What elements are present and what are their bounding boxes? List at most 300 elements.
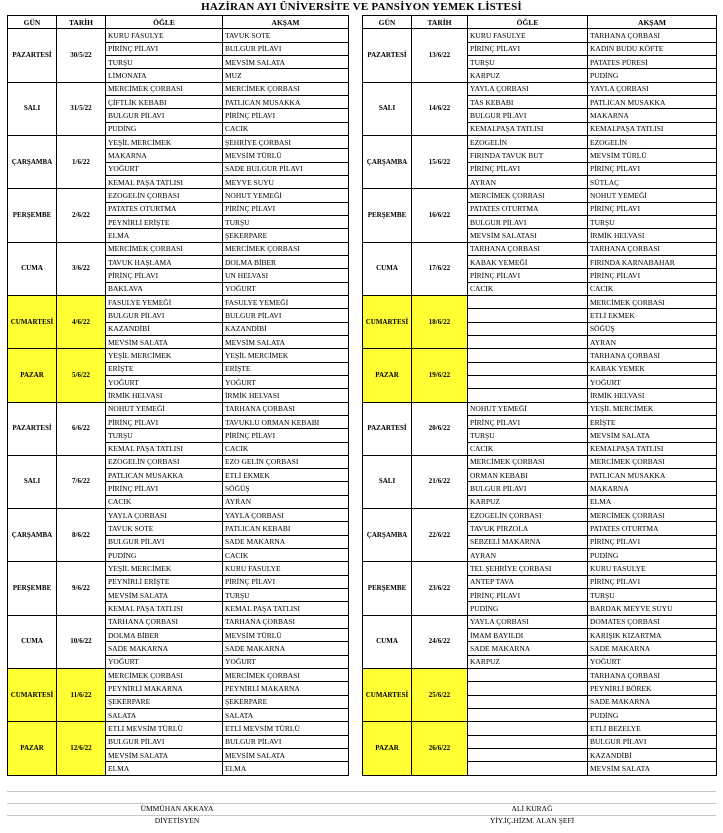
dinner-item: SÖĞÜŞ — [588, 322, 717, 335]
dinner-item: BULGUR PİLAVI — [223, 42, 349, 55]
lunch-item: TURŞU — [468, 429, 588, 442]
header-day: GÜN — [8, 16, 57, 29]
lunch-item: KARPUZ — [468, 495, 588, 508]
lunch-item: CACIK — [468, 442, 588, 455]
lunch-item: AYRAN — [468, 549, 588, 562]
date-cell: 5/6/22 — [57, 349, 106, 402]
dinner-item: TARHANA ÇORBASI — [588, 349, 717, 362]
lunch-item: YAYLA ÇORBASI — [468, 82, 588, 95]
date-cell: 30/5/22 — [57, 29, 106, 82]
lunch-item: ETLİ MEVSİM TÜRLÜ — [106, 722, 223, 735]
day-name: PERŞEMBE — [363, 562, 412, 615]
menu-row — [8, 615, 349, 628]
dinner-item: YOĞURT — [223, 282, 349, 295]
menu-row — [8, 669, 349, 682]
date-cell: 1/6/22 — [57, 135, 106, 188]
day-name: PAZARTESİ — [363, 402, 412, 455]
lunch-item: YAYLA ÇORBASI — [468, 615, 588, 628]
day-name: CUMARTESİ — [8, 669, 57, 722]
lunch-item: MERCİMEK ÇORBASI — [106, 82, 223, 95]
lunch-item: BULGUR PİLAVI — [468, 215, 588, 228]
lunch-item: PİRİNÇ PİLAVI — [468, 269, 588, 282]
date-cell: 9/6/22 — [57, 562, 106, 615]
lunch-item — [468, 695, 588, 708]
day-name: PAZAR — [363, 722, 412, 775]
dinner-item: YOĞURT — [588, 655, 717, 668]
date-cell: 22/6/22 — [412, 509, 468, 562]
dinner-item: PATLICAN MUSAKKA — [588, 95, 717, 108]
lunch-item: MEVSİM SALATA — [106, 749, 223, 762]
dinner-item: PATLICAN MUSAKKA — [588, 469, 717, 482]
lunch-item: PEYNİRLİ MAKARNA — [106, 682, 223, 695]
date-cell: 3/6/22 — [57, 242, 106, 295]
header-lunch: ÖĞLE — [106, 16, 223, 29]
date-cell: 15/6/22 — [412, 135, 468, 188]
lunch-item: LİMONATA — [106, 69, 223, 82]
menu-row — [8, 349, 349, 362]
date-cell: 19/6/22 — [412, 349, 468, 402]
date-cell: 7/6/22 — [57, 455, 106, 508]
lunch-item: KURU FASULYE — [106, 29, 223, 42]
dinner-item: ERİŞTE — [588, 415, 717, 428]
day-name: CUMA — [363, 242, 412, 295]
dinner-item: PUDİNG — [588, 709, 717, 722]
dinner-item: YOĞURT — [223, 655, 349, 668]
day-name: PAZARTESİ — [363, 29, 412, 82]
date-cell: 23/6/22 — [412, 562, 468, 615]
lunch-item: MERCİMEK ÇORBASI — [468, 189, 588, 202]
dinner-item: SÖĞÜŞ — [223, 482, 349, 495]
dinner-item: YAYLA ÇORBASI — [223, 509, 349, 522]
lunch-item: BULGUR PİLAVI — [106, 535, 223, 548]
dinner-item: MEVSİM TÜRLÜ — [223, 629, 349, 642]
date-cell: 11/6/22 — [57, 669, 106, 722]
menu-row — [8, 455, 349, 468]
lunch-item: KABAK YEMEĞİ — [468, 255, 588, 268]
lunch-item: YOĞURT — [106, 162, 223, 175]
dinner-item: MAKARNA — [588, 109, 717, 122]
dinner-item: MEYVE SUYU — [223, 175, 349, 188]
dinner-item: İRMİK HELVASI — [223, 389, 349, 402]
dinner-item: SADE MAKARNA — [223, 535, 349, 548]
dinner-item: İRMİK HELVASI — [588, 389, 717, 402]
date-cell: 14/6/22 — [412, 82, 468, 135]
dinner-item: PATATES PÜRESİ — [588, 55, 717, 68]
dinner-item: TURŞU — [588, 589, 717, 602]
lunch-item: PEYNİRLİ ERİŞTE — [106, 215, 223, 228]
lunch-item: DOLMA BİBER — [106, 629, 223, 642]
lunch-item: YOĞURT — [106, 375, 223, 388]
dinner-item: PİRİNÇ PİLAVI — [588, 202, 717, 215]
date-cell: 16/6/22 — [412, 189, 468, 242]
day-name: PERŞEMBE — [8, 562, 57, 615]
menu-row — [363, 135, 717, 148]
lunch-item — [468, 389, 588, 402]
lunch-item: SADE MAKARNA — [468, 642, 588, 655]
lunch-item — [468, 309, 588, 322]
lunch-item: ERİŞTE — [106, 362, 223, 375]
header-dinner: AKŞAM — [223, 16, 349, 29]
lunch-item: MEVSİM SALATA — [106, 335, 223, 348]
dinner-item: CACIK — [223, 549, 349, 562]
right-days — [363, 29, 717, 775]
dinner-item: DOMATES ÇORBASI — [588, 615, 717, 628]
day-name: PAZAR — [8, 722, 57, 775]
lunch-item — [468, 749, 588, 762]
menu-row — [363, 82, 717, 95]
lunch-item — [468, 669, 588, 682]
lunch-item: YEŞİL MERCİMEK — [106, 349, 223, 362]
dinner-item: NOHUT YEMEĞİ — [588, 189, 717, 202]
date-cell: 20/6/22 — [412, 402, 468, 455]
dietitian-name: ÜMMÜHAN AKKAYA — [140, 804, 214, 813]
dinner-item: ŞEHRİYE ÇORBASI — [223, 135, 349, 148]
header-date: TARİH — [57, 16, 106, 29]
dinner-item: ELMA — [588, 495, 717, 508]
lunch-item: YOĞURT — [106, 655, 223, 668]
menu-row — [363, 29, 717, 42]
lunch-item: SEBZELİ MAKARNA — [468, 535, 588, 548]
lunch-item: KURU FASULYE — [468, 29, 588, 42]
dinner-item: ETLİ BEZELYE — [588, 722, 717, 735]
lunch-item: NOHUT YEMEĞİ — [106, 402, 223, 415]
dinner-item: KARIŞIK KIZARTMA — [588, 629, 717, 642]
dinner-item: MERCİMEK ÇORBASI — [588, 295, 717, 308]
lunch-item: BULGUR PİLAVI — [106, 109, 223, 122]
menu-row — [8, 562, 349, 575]
dinner-item: PATLICAN MUSAKKA — [223, 95, 349, 108]
lunch-item: YEŞİL MERCİMEK — [106, 135, 223, 148]
lunch-item: FIRINDA TAVUK BUT — [468, 149, 588, 162]
day-name: PERŞEMBE — [363, 189, 412, 242]
lunch-item: TAVUK SOTE — [106, 522, 223, 535]
day-name: SALI — [363, 82, 412, 135]
lunch-item: KAZANDİBİ — [106, 322, 223, 335]
lunch-item: FASULYE YEMEĞİ — [106, 295, 223, 308]
menu-row — [363, 189, 717, 202]
lunch-item: TEL ŞEHRİYE ÇORBASI — [468, 562, 588, 575]
signature-footer — [7, 791, 716, 827]
dinner-item: MEVSİM TÜRLÜ — [588, 149, 717, 162]
lunch-item: NOHUT YEMEĞİ — [468, 402, 588, 415]
dinner-item: PİRİNÇ PİLAVI — [223, 202, 349, 215]
dinner-item: PİRİNÇ PİLAVI — [223, 575, 349, 588]
dinner-item: YEŞİL MERCİMEK — [223, 349, 349, 362]
dinner-item: CACIK — [223, 442, 349, 455]
lunch-item: MEVSİM SALATASI — [468, 229, 588, 242]
header-row — [363, 16, 717, 29]
lunch-item: PUDİNG — [106, 549, 223, 562]
menu-row — [363, 295, 717, 308]
dinner-item: BULGUR PİLAVI — [223, 735, 349, 748]
lunch-item: KARPUZ — [468, 69, 588, 82]
header-day: GÜN — [363, 16, 412, 29]
dinner-item: PEYNİRLİ MAKARNA — [223, 682, 349, 695]
day-name: CUMARTESİ — [363, 669, 412, 722]
header-row — [8, 16, 349, 29]
day-name: ÇARŞAMBA — [8, 509, 57, 562]
lunch-item: BAKLAVA — [106, 282, 223, 295]
menu-row — [363, 242, 717, 255]
lunch-item: BULGUR PİLAVI — [106, 309, 223, 322]
day-name: PAZARTESİ — [8, 29, 57, 82]
dinner-item: BULGUR PİLAVI — [588, 735, 717, 748]
lunch-item: ELMA — [106, 762, 223, 775]
lunch-item: SALATA — [106, 709, 223, 722]
lunch-item: YEŞİL MERCİMEK — [106, 562, 223, 575]
dinner-item: FASULYE YEMEĞİ — [223, 295, 349, 308]
date-cell: 13/6/22 — [412, 29, 468, 82]
lunch-item: MERCİMEK ÇORBASI — [468, 455, 588, 468]
lunch-item: PATATES OTURTMA — [468, 202, 588, 215]
lunch-item: ÇİFTLİK KEBABI — [106, 95, 223, 108]
dinner-item: EZO GELİN ÇORBASI — [223, 455, 349, 468]
dinner-item: PATLICAN KEBABI — [223, 522, 349, 535]
dinner-item: MEVSİM SALATA — [223, 335, 349, 348]
lunch-item: PİRİNÇ PİLAVI — [468, 42, 588, 55]
dinner-item: KEMALPAŞA TATLISI — [588, 442, 717, 455]
dinner-item: MEVSİM SALATA — [223, 55, 349, 68]
dinner-item: MEVSİM TÜRLÜ — [223, 149, 349, 162]
header-date: TARİH — [412, 16, 468, 29]
dinner-item: ETLİ MEVSİM TÜRLÜ — [223, 722, 349, 735]
day-name: ÇARŞAMBA — [8, 135, 57, 188]
dinner-item: PİRİNÇ PİLAVI — [588, 162, 717, 175]
day-name: PAZARTESİ — [8, 402, 57, 455]
lunch-item: BULGUR PİLAVI — [468, 109, 588, 122]
dinner-item: TAVUK SOTE — [223, 29, 349, 42]
lunch-item: ŞEKERPARE — [106, 695, 223, 708]
menu-row — [363, 722, 717, 735]
lunch-item: İMAM BAYILDI — [468, 629, 588, 642]
lunch-item: TURŞU — [106, 55, 223, 68]
lunch-item — [468, 375, 588, 388]
lunch-item — [468, 722, 588, 735]
lunch-item: SADE MAKARNA — [106, 642, 223, 655]
dinner-item: BULGUR PİLAVI — [223, 309, 349, 322]
date-cell: 25/6/22 — [412, 669, 468, 722]
lunch-item: PİRİNÇ PİLAVI — [106, 415, 223, 428]
lunch-item — [468, 295, 588, 308]
dinner-item: KURU FASULYE — [588, 562, 717, 575]
dinner-item: SADE BULGUR PİLAVI — [223, 162, 349, 175]
menu-table-left — [7, 15, 349, 776]
lunch-item: EZOGELİN ÇORBASI — [106, 189, 223, 202]
lunch-item: MERCİMEK ÇORBASI — [106, 669, 223, 682]
dinner-item: KURU FASULYE — [223, 562, 349, 575]
lunch-item: PATLICAN MUSAKKA — [106, 469, 223, 482]
menu-row — [8, 509, 349, 522]
menu-row — [8, 242, 349, 255]
dinner-item: MERCİMEK ÇORBASI — [588, 509, 717, 522]
menu-row — [363, 402, 717, 415]
lunch-item: PİRİNÇ PİLAVI — [468, 589, 588, 602]
dinner-item: MERCİMEK ÇORBASI — [223, 669, 349, 682]
lunch-item: CACIK — [468, 282, 588, 295]
dinner-item: SÜTLAÇ — [588, 175, 717, 188]
date-cell: 2/6/22 — [57, 189, 106, 242]
dinner-item: TAVUKLU ORMAN KEBABI — [223, 415, 349, 428]
dinner-item: ŞEKERPARE — [223, 695, 349, 708]
dinner-item: TARHANA ÇORBASI — [588, 669, 717, 682]
day-name: ÇARŞAMBA — [363, 509, 412, 562]
lunch-item: TAVUK HAŞLAMA — [106, 255, 223, 268]
dinner-item: YAYLA ÇORBASI — [588, 82, 717, 95]
menu-row — [8, 135, 349, 148]
menu-table-right — [362, 15, 717, 776]
dinner-item: PİRİNÇ PİLAVI — [588, 269, 717, 282]
lunch-item: AYRAN — [468, 175, 588, 188]
dinner-item: MERCİMEK ÇORBASI — [588, 455, 717, 468]
dinner-item: MEVSİM SALATA — [223, 749, 349, 762]
dinner-item: PUDİNG — [588, 69, 717, 82]
lunch-item — [468, 322, 588, 335]
lunch-item: TURŞU — [468, 55, 588, 68]
lunch-item — [468, 335, 588, 348]
day-name: CUMARTESİ — [363, 295, 412, 348]
lunch-item: ORMAN KEBABI — [468, 469, 588, 482]
dinner-item: TARHANA ÇORBASI — [588, 242, 717, 255]
dinner-item: TURŞU — [223, 215, 349, 228]
menu-row — [363, 615, 717, 628]
dinner-item: ELMA — [223, 762, 349, 775]
lunch-item: PUDİNG — [468, 602, 588, 615]
menu-row — [363, 349, 717, 362]
dinner-item: EZOGELİN — [588, 135, 717, 148]
lunch-item: PİRİNÇ PİLAVI — [106, 269, 223, 282]
lunch-item: KEMAL PAŞA TATLISI — [106, 602, 223, 615]
date-cell: 26/6/22 — [412, 722, 468, 775]
lunch-item: KARPUZ — [468, 655, 588, 668]
date-cell: 18/6/22 — [412, 295, 468, 348]
menu-row — [8, 189, 349, 202]
dinner-item: PATATES OTURTMA — [588, 522, 717, 535]
dinner-item: TARHANA ÇORBASI — [588, 29, 717, 42]
dinner-item: PİRİNÇ PİLAVI — [223, 109, 349, 122]
dinner-item: ETLİ EKMEK — [223, 469, 349, 482]
lunch-item: PATATES OTURTMA — [106, 202, 223, 215]
lunch-item: PEYNİRLİ ERİŞTE — [106, 575, 223, 588]
date-cell: 17/6/22 — [412, 242, 468, 295]
chef-title: YİY.İÇ.HİZM. ALAN ŞEFİ — [489, 816, 575, 825]
lunch-item — [468, 349, 588, 362]
menu-row — [8, 722, 349, 735]
date-cell: 21/6/22 — [412, 455, 468, 508]
dinner-item: KABAK YEMEK — [588, 362, 717, 375]
lunch-item: PİRİNÇ PİLAVI — [468, 415, 588, 428]
dinner-item: ŞEKERPARE — [223, 229, 349, 242]
header-lunch: ÖĞLE — [468, 16, 588, 29]
day-name: CUMA — [363, 615, 412, 668]
dinner-item: CACIK — [588, 282, 717, 295]
lunch-item: MAKARNA — [106, 149, 223, 162]
page-title: HAZİRAN AYI ÜNİVERSİTE VE PANSİYON YEMEK LİSTESİ — [201, 1, 522, 13]
dinner-item: AYRAN — [223, 495, 349, 508]
dinner-item: MERCİMEK ÇORBASI — [223, 242, 349, 255]
lunch-item: CACIK — [106, 495, 223, 508]
lunch-item: EZOGELİN ÇORBASI — [468, 509, 588, 522]
dinner-item: KAZANDİBİ — [588, 749, 717, 762]
day-name: PERŞEMBE — [8, 189, 57, 242]
dinner-item: MEVSİM SALATA — [588, 429, 717, 442]
dinner-item: SADE MAKARNA — [588, 642, 717, 655]
lunch-item: BULGUR PİLAVI — [468, 482, 588, 495]
lunch-item: KEMAL PAŞA TATLISI — [106, 175, 223, 188]
date-cell: 12/6/22 — [57, 722, 106, 775]
date-cell: 10/6/22 — [57, 615, 106, 668]
lunch-item: YAYLA ÇORBASI — [106, 509, 223, 522]
dinner-item: TARHANA ÇORBASI — [223, 615, 349, 628]
footer-divider — [7, 791, 716, 792]
dinner-item: YOĞURT — [588, 375, 717, 388]
dinner-item: UN HELVASI — [223, 269, 349, 282]
dinner-item: SADE MAKARNA — [223, 642, 349, 655]
chef-name: ALİ KURAĞ — [511, 804, 553, 813]
lunch-item: KEMAL PAŞA TATLISI — [106, 442, 223, 455]
dinner-item: PUDİNG — [588, 549, 717, 562]
lunch-item: TAVUK PİRZOLA — [468, 522, 588, 535]
lunch-item: ELMA — [106, 229, 223, 242]
lunch-item: PİRİNÇ PİLAVI — [106, 482, 223, 495]
dinner-item: ERİŞTE — [223, 362, 349, 375]
dietitian-title: DİYETİSYEN — [154, 816, 200, 825]
dinner-item: KAZANDİBİ — [223, 322, 349, 335]
menu-row — [363, 669, 717, 682]
day-name: SALI — [8, 82, 57, 135]
lunch-item: EZOGELİN — [468, 135, 588, 148]
day-name: PAZAR — [8, 349, 57, 402]
day-name: SALI — [363, 455, 412, 508]
dinner-item: İRMİK HELVASI — [588, 229, 717, 242]
menu-row — [8, 295, 349, 308]
dinner-item: MEVSİM SALATA — [588, 762, 717, 775]
menu-row — [8, 82, 349, 95]
dinner-item: NOHUT YEMEĞİ — [223, 189, 349, 202]
dinner-item: TURŞU — [223, 589, 349, 602]
dinner-item: ETLİ EKMEK — [588, 309, 717, 322]
lunch-item — [468, 709, 588, 722]
dinner-item: TURŞU — [588, 215, 717, 228]
lunch-item: TAS KEBABI — [468, 95, 588, 108]
dinner-item: SADE MAKARNA — [588, 695, 717, 708]
date-cell: 6/6/22 — [57, 402, 106, 455]
lunch-item: MEVSİM SALATA — [106, 589, 223, 602]
dinner-item: FIRINDA KARNABAHAR — [588, 255, 717, 268]
menu-row — [8, 402, 349, 415]
dinner-item: PİRİNÇ PİLAVI — [223, 429, 349, 442]
dinner-item: MAKARNA — [588, 482, 717, 495]
lunch-item: TURŞU — [106, 429, 223, 442]
dinner-item: MERCİMEK ÇORBASI — [223, 82, 349, 95]
menu-row — [363, 509, 717, 522]
day-name: ÇARŞAMBA — [363, 135, 412, 188]
dinner-item: BARDAK MEYVE SUYU — [588, 602, 717, 615]
lunch-item — [468, 735, 588, 748]
date-cell: 8/6/22 — [57, 509, 106, 562]
header-dinner: AKŞAM — [588, 16, 717, 29]
dinner-item: TARHANA ÇORBASI — [223, 402, 349, 415]
dinner-item: KADIN BUDU KÖFTE — [588, 42, 717, 55]
dinner-item: PİRİNÇ PİLAVI — [588, 535, 717, 548]
day-name: PAZAR — [363, 349, 412, 402]
day-name: SALI — [8, 455, 57, 508]
date-cell: 4/6/22 — [57, 295, 106, 348]
lunch-item: EZOGELİN ÇORBASI — [106, 455, 223, 468]
dinner-item: YEŞİL MERCİMEK — [588, 402, 717, 415]
day-name: CUMA — [8, 615, 57, 668]
dinner-item: KEMAL PAŞA TATLISI — [223, 602, 349, 615]
day-name: CUMARTESİ — [8, 295, 57, 348]
